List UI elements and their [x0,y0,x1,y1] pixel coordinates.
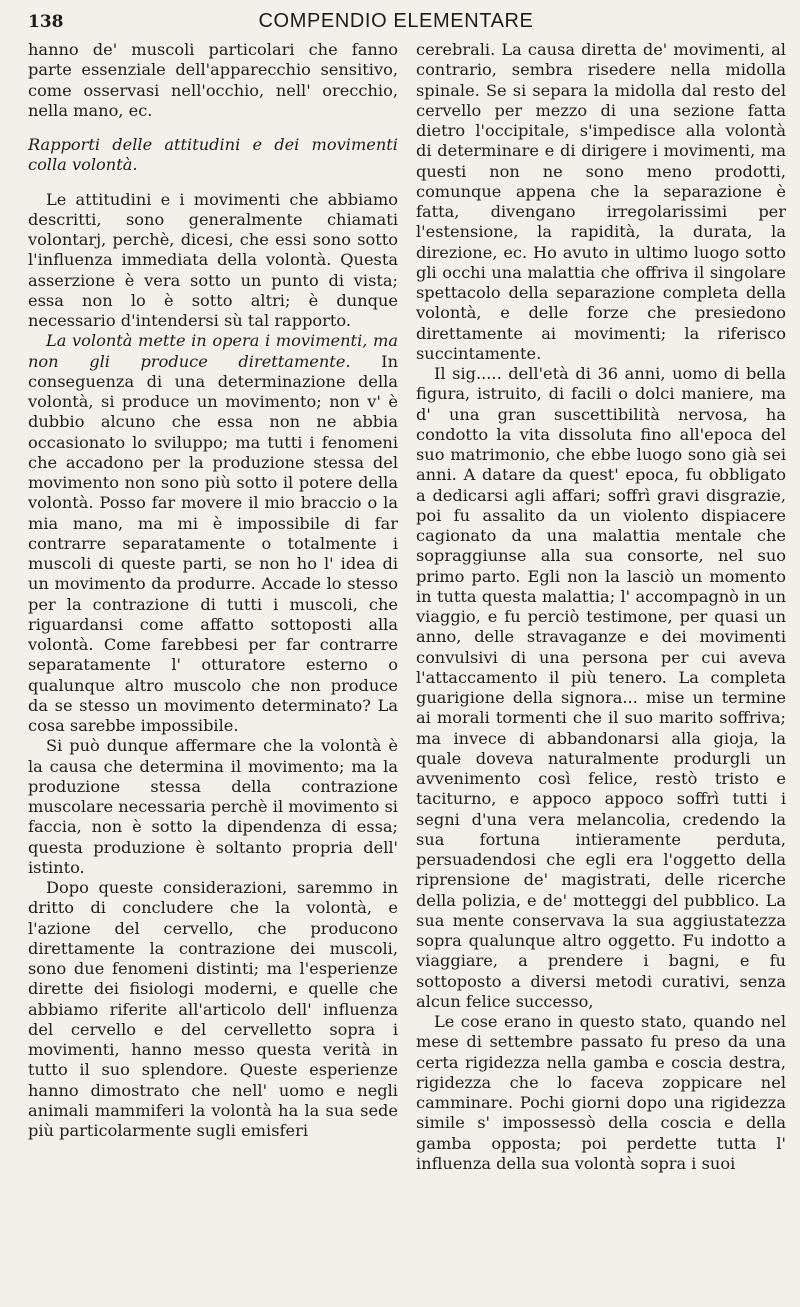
left-column [28,40,398,1141]
paragraph: Dopo queste considerazioni, saremmo in dritto di concludere che la volontà, e l'azione del cervello, che producono direttamente la contrazione dei muscoli, sono due fenomeni distinti; ma l'esperienze dirette dei fisiologi moderni, e quelle che abbiamo riferite all'articolo dell' influenza del cervello e del cervelletto sopra i movimenti, hanno messo questa verità in tutto il suo splendore. Queste esperienze hanno dimostrato che nell' uomo e negli animali mammiferi la volontà ha la sua sede più particolarmente sugli emisferi [28,878,398,1140]
page-header [28,10,764,36]
paragraph: Le attitudini e i movimenti che abbiamo descritti, sono generalmente chiamati volontarj, perchè, dicesi, che essi sono sotto l'influenza immediata della volontà. Questa asserzione è vera sotto un punto di vista; essa non lo è sotto altri; è dunque necessario d'intendersi sù tal rapporto. [28,189,398,330]
paragraph-text: In conseguenza di una determinazione della volontà, si produce un movimento; non v' è dubbio alcuno che essa non ne abbia occasionato lo sviluppo; ma tutti i fenomeni che accadono per la produzione stessa del movimento non sono più sotto il potere della volontà. Posso far movere il mio braccio o la mia mano, ma mi è impossibile di far contrarre separatamente o totalmente i muscoli di queste parti, se non ho l' idea di un movimento da produrre. Accade lo stesso per la contrazione di tutti i muscoli, che riguardansi come affatto sottoposti alla volontà. Come farebbesi per far contrarre separatamente l' otturatore esterno o qualunque altro muscolo che non produce da se stesso un movimento determinato? La cosa sarebbe impossibile. [28,351,398,735]
paragraph: cerebrali. La causa diretta de' movimenti, al contrario, sembra risedere nella midolla spinale. Se si separa la midolla dal resto del cervello per mezzo di una sezione fatta dietro l'occipitale, s'impedisce alla volontà di determinare e di dirigere i movimenti, ma questi non ne sono meno prodotti, comunque appena che la separazione è fatta, divengano irregolarissimi per l'estensione, la rapidità, la durata, la direzione, ec. Ho avuto in ultimo luogo sotto gli occhi una malattia che offriva il singolare spettacolo della separazione completa della volontà, e delle forze che presiedono direttamente ai movimenti; la riferisco succintamente. [416,40,786,363]
paragraph [28,331,398,736]
right-column [416,40,786,1174]
paragraph: hanno de' muscoli particolari che fanno parte essenziale dell'apparecchio sensitivo, come osservasi nell'occhio, nell' orecchio, nella mano, ec. [28,40,398,120]
paragraph: Le cose erano in questo stato, quando nel mese di settembre passato fu preso da una certa rigidezza nella gamba e coscia destra, rigidezza che lo faceva zoppicare nel camminare. Pochi giorni dopo una rigidezza simile s' impossessò della coscia e della gamba opposta; poi perdette tutta l' influenza della sua volontà sopra i suoi [416,1012,786,1173]
paragraph: Si può dunque affermare che la volontà è la causa che determina il movimento; ma la produzione stessa della contrazione muscolare necessaria perchè il movimento si faccia, non è sotto la dipendenza di essa; questa produzione è soltanto propria dell' istinto. [28,736,398,877]
running-title: COMPENDIO ELEMENTARE [258,10,534,32]
italic-thesis: La volontà mette in opera i movimenti, ma non gli produce direttamente. [28,331,398,371]
page-number: 138 [28,12,64,32]
paragraph: Il sig..... dell'età di 36 anni, uomo di bella figura, istruito, di facili o dolci maniere, ma d' una gran suscettibilità nervosa, ha condotto la vita dissoluta fino all'epoca del suo matrimonio, che ebbe luogo sono già sei anni. A datare da quest' epoca, fu obbligato a dedicarsi agli affari; soffrì gravi disgrazie, poi fu assalito da un violento dispiacere cagionato da una malattia mentale che sopraggiunse alla sua consorte, nel suo primo parto. Egli non la lasciò un momento in tutta questa malattia; l' accompagnò in un viaggio, e fu perciò testimone, per quasi un anno, delle stravaganze e dei movimenti convulsivi di una persona per cui aveva l'attaccamento il più tenero. La completa guarigione della signora... mise un termine ai morali tormenti che il suo marito soffriva; ma invece di abbandonarsi alla gioja, la quale doveva naturalmente produrgli un avvenimento così felice, restò tristo e taciturno, e appoco appoco soffrì tutti i segni d'una vera melancolia, credendo la sua fortuna intieramente perduta, persuadendosi che egli era l'oggetto della riprensione de' magistrati, delle ricerche della polizia, e de' motteggi del pubblico. La sua mente conservava la sua aggiustatezza sopra qualunque altro oggetto. Fu indotto a viaggiare, a prendere i bagni, e fu sottoposto a diversi metodi curativi, senza alcun felice successo, [416,364,786,1011]
section-heading: Rapporti delle attitudini e dei movimenti colla volontà. [28,135,398,175]
